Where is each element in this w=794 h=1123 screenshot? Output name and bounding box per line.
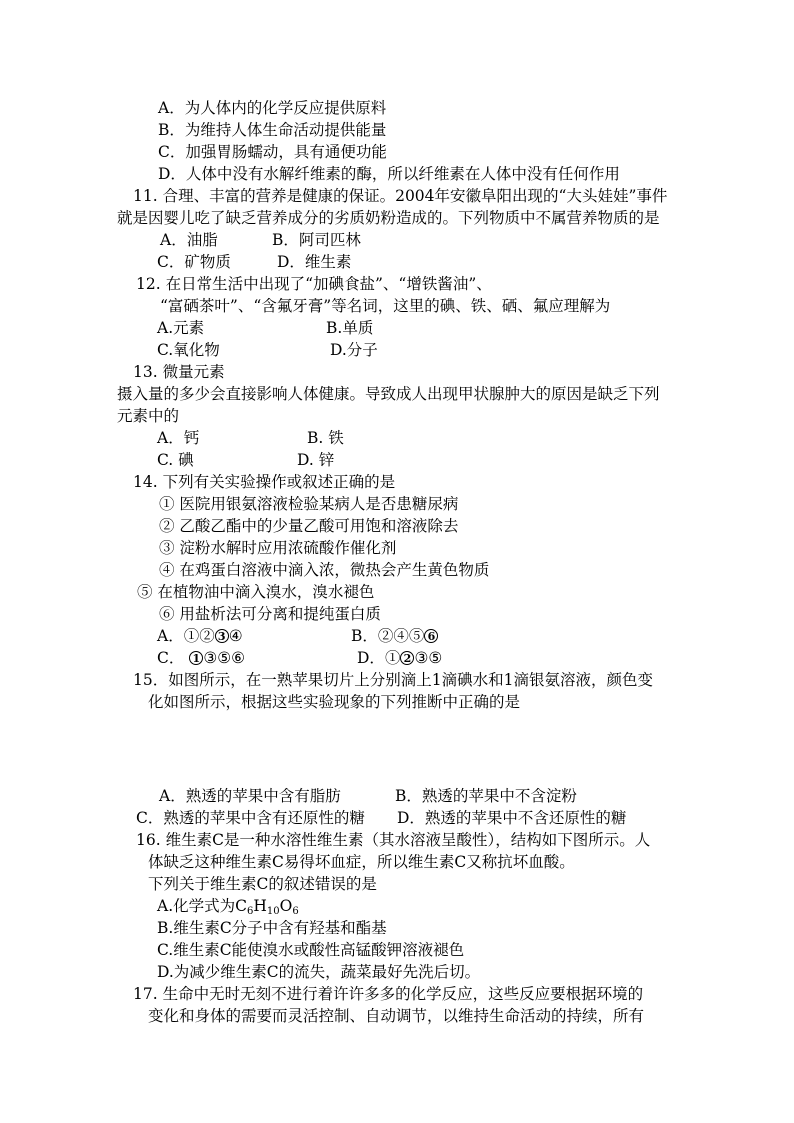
q14-option-c-label: C． [157, 649, 185, 667]
q14-option-a-n2: ② [199, 627, 215, 645]
q14-statement-5: ⑤ 在植物油中滴入溴水，溴水褪色 [137, 583, 375, 601]
q10-option-a: A．为人体内的化学反应提供原料 [158, 99, 387, 117]
q11-option-b: B．阿司匹林 [272, 231, 361, 249]
q14-option-d-n1: ① [384, 649, 401, 667]
q12-option-b: B.单质 [326, 319, 374, 337]
q14-option-a-n4: ④ [228, 627, 243, 645]
q14-option-b-n2: ④ [393, 627, 409, 645]
q13-option-d: D. 锌 [297, 451, 335, 469]
q16-stem-line1: 16. 维生素C是一种水溶性维生素（其水溶液呈酸性），结构如下图所示。人 [136, 831, 651, 849]
q14-option-c-n1: 1 [189, 651, 203, 665]
q11-stem-line1: 11. 合理、丰富的营养是健康的保证。2004年安徽阜阳出现的“大头娃娃”事件 [133, 187, 668, 205]
q13-option-a: A．钙 [157, 429, 200, 447]
q14-statement-3: ③ 淀粉水解时应用浓硫酸作催化剂 [159, 539, 397, 557]
q10-option-b: B．为维持人体生命活动提供能量 [158, 121, 387, 139]
q12-option-d: D.分子 [330, 341, 378, 359]
q15-option-a: A．熟透的苹果中含有脂肪 [159, 787, 341, 805]
q14-statement-1: ① 医院用银氨溶液检验某病人是否患糖尿病 [159, 495, 459, 513]
q10-option-d: D．人体中没有水解纤维素的酶，所以纤维素在人体中没有任何作用 [158, 165, 620, 183]
q15-stem-line2: 化如图所示，根据这些实验现象的下列推断中正确的是 [148, 693, 521, 711]
q16-option-d: D.为减少维生素C的流失，蔬菜最好先洗后切。 [157, 963, 481, 981]
q13-stem-line3: 元素中的 [117, 407, 180, 425]
q15-option-c: C．熟透的苹果中含有还原性的糖 [136, 809, 365, 827]
q15-stem-line1: 15．如图所示，在一熟苹果切片上分别滴上1滴碘水和1滴银氨溶液，颜色变 [133, 671, 653, 689]
q14-option-c [157, 648, 245, 668]
q16-subscript-h: 10 [266, 906, 280, 917]
q16-stem-line2: 体缺乏这种维生素C易得坏血症，所以维生素C又称抗坏血酸。 [148, 853, 575, 871]
q14-option-d-label: D． [357, 649, 385, 667]
q11-option-a: A．油脂 [160, 231, 218, 249]
q14-option-a [157, 626, 243, 646]
q17-stem-line2: 变化和身体的需要而灵活控制、自动调节，以维持生命活动的持续，所有 [148, 1007, 645, 1025]
q14-statement-6: ⑥ 用盐析法可分离和提纯蛋白质 [159, 605, 381, 623]
q11-option-d: D．维生素 [277, 253, 352, 271]
q14-statement-2: ② 乙酸乙酯中的少量乙酸可用饱和溶液除去 [159, 517, 459, 535]
q12-option-c: C.氧化物 [157, 341, 220, 359]
q14-statement-4: ④ 在鸡蛋白溶液中滴入浓，微热会产生黄色物质 [159, 561, 490, 579]
q13-option-b: B. 铁 [307, 429, 344, 447]
q16-subscript-o: 6 [292, 906, 299, 917]
q14-stem: 14. 下列有关实验操作或叙述正确的是 [133, 473, 396, 491]
q12-stem-line2: “富硒茶叶”、“含氟牙膏”等名词，这里的碘、铁、硒、氟应理解为 [160, 297, 611, 315]
q14-option-d-n2: 2 [400, 651, 414, 665]
q14-option-a-n1: ① [183, 627, 200, 645]
q16-option-a-prefix: A.化学式为C [157, 897, 247, 915]
q14-option-b-label: B． [351, 627, 378, 645]
q15-option-b: B．熟透的苹果中不含淀粉 [395, 787, 577, 805]
q17-stem-line1: 17. 生命中无时无刻不进行着许许多多的化学反应，这些反应要根据环境的 [133, 985, 644, 1003]
q14-option-b [351, 626, 438, 646]
q14-option-b-n4: 6 [424, 629, 438, 643]
q12-option-a: A.元素 [157, 319, 205, 337]
q14-option-d-n4: ⑤ [428, 649, 443, 667]
q16-stem-line3: 下列关于维生素C的叙述错误的是 [148, 875, 377, 893]
q16-element-o: O [279, 897, 293, 915]
q16-option-c: C.维生素C能使溴水或酸性高锰酸钾溶液褪色 [157, 941, 465, 959]
q16-subscript-c: 6 [246, 906, 254, 917]
q11-option-c: C．矿物质 [157, 253, 231, 271]
q13-stem-line2: 摄入量的多少会直接影响人体健康。导致成人出现甲状腺肿大的原因是缺乏下列 [117, 385, 660, 403]
q10-option-c: C．加强胃肠蠕动，具有通便功能 [158, 143, 387, 161]
q16-option-b: B.维生素C分子中含有羟基和酯基 [157, 919, 387, 937]
q14-option-d [357, 648, 442, 668]
q12-stem-line1: 12. 在日常生活中出现了“加碘食盐”、“增铁酱油”、 [136, 275, 492, 293]
q13-option-c: C. 碘 [157, 451, 194, 469]
q14-option-d-n3: ③ [414, 649, 429, 667]
q14-option-a-n3: 3 [215, 629, 229, 643]
q14-option-c-n3: ⑤ [217, 649, 232, 667]
q13-stem-line1: 13. 微量元素 [133, 363, 225, 381]
q11-stem-line2: 就是因婴儿吃了缺乏营养成分的劣质奶粉造成的。下列物质中不属营养物质的是 [117, 209, 660, 227]
q14-option-a-label: A． [157, 627, 184, 645]
q16-element-h: H [253, 897, 267, 915]
q14-option-b-n3: ⑤ [408, 627, 425, 645]
q14-option-c-n2: ③ [203, 649, 218, 667]
q15-option-d: D．熟透的苹果中不含还原性的糖 [397, 809, 627, 827]
q14-option-b-n1: ② [377, 627, 394, 645]
q14-option-c-n4: ⑥ [231, 649, 246, 667]
